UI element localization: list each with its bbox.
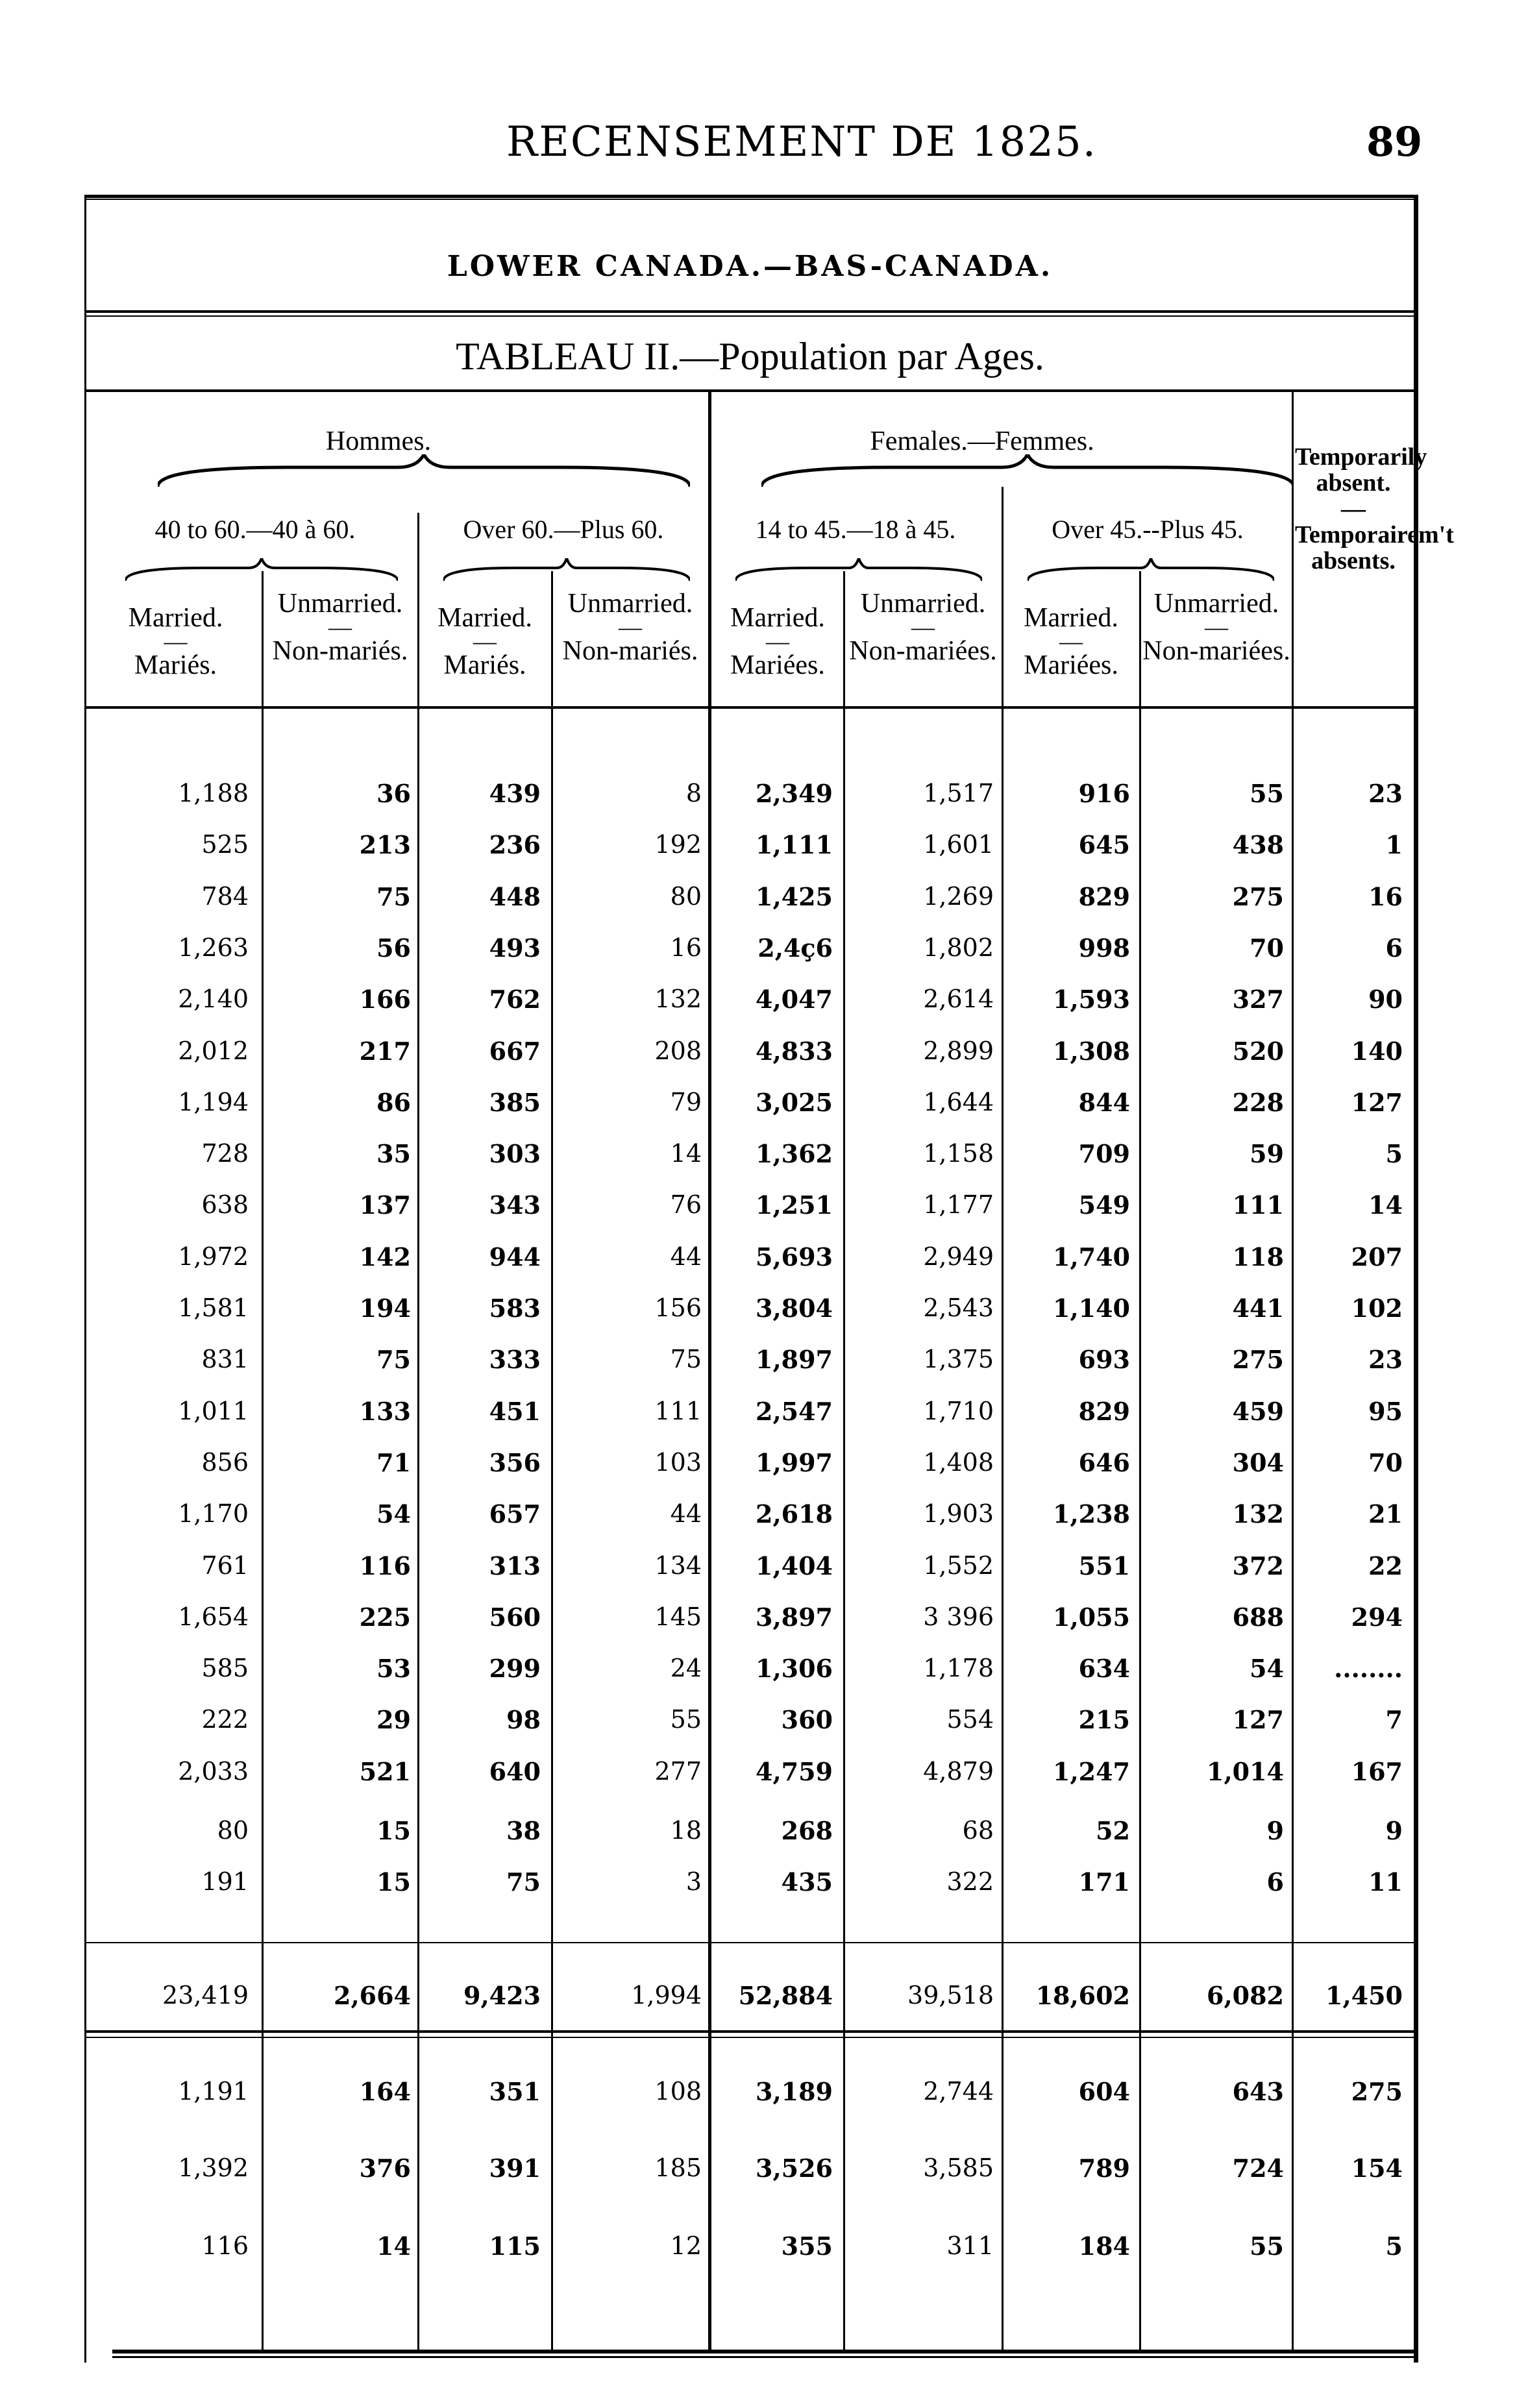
table-cell: 1,263 [178,933,249,962]
table-cell: 52 [1096,1816,1130,1845]
table-cell: 275 [1351,2077,1403,2106]
table-cell: 761 [201,1551,249,1580]
table-cell: 1,601 [923,830,994,859]
table-cell: 11 [1368,1867,1403,1897]
table-cell: 709 [1078,1139,1130,1168]
table-cell: 1,269 [923,882,994,911]
table-cell: 38 [506,1816,541,1845]
table-cell: 1 [1385,830,1403,859]
table-cell: 90 [1368,985,1403,1014]
table-cell: 137 [359,1190,411,1220]
table-cell: 12 [670,2231,702,2260]
table-cell: 2,033 [178,1757,249,1786]
table-cell: 1,710 [923,1397,994,1425]
total-cell: 39,518 [907,1981,994,2009]
table-cell: 1,140 [1053,1294,1130,1323]
table-cell: 327 [1232,985,1284,1014]
table-cell: 1,111 [756,830,833,859]
table-cell: 1,408 [923,1448,994,1477]
table-cell: 294 [1351,1603,1403,1632]
region-title: LOWER CANADA.—BAS-CANADA. [447,250,1053,283]
table-cell: 70 [1250,933,1284,963]
table-cell: 844 [1078,1088,1130,1117]
table-cell: 385 [489,1088,541,1117]
table-cell: 217 [359,1037,411,1066]
table-cell: 75 [506,1867,541,1897]
table-cell: 998 [1078,933,1130,963]
table-cell: 76 [670,1190,702,1219]
table-cell: 2,140 [178,985,249,1013]
table-cell: 6 [1266,1867,1284,1897]
pre-total-rule [86,1942,1414,1943]
table-cell: 127 [1351,1088,1403,1117]
table-cell: 604 [1078,2077,1130,2106]
table-cell: 438 [1232,830,1284,859]
table-cell: 1,011 [178,1397,249,1425]
table-cell: 356 [489,1448,541,1477]
table-cell: 15 [376,1867,411,1897]
table-cell: 56 [376,933,411,963]
table-cell: 55 [670,1705,702,1734]
table-cell: 1,581 [178,1294,249,1322]
col-header-6: Unmarried. — Non-mariées. [849,589,997,666]
table-cell: 376 [359,2154,411,2183]
table-cell: 156 [654,1294,702,1322]
table-cell: 560 [489,1603,541,1632]
table-cell: 55 [1250,2231,1284,2261]
table-cell: 4,759 [756,1757,833,1786]
table-cell: 634 [1078,1654,1130,1683]
table-cell: 4,047 [756,985,833,1014]
table-cell: 54 [376,1499,411,1529]
table-cell: 7 [1385,1705,1403,1734]
table-cell: 103 [654,1448,702,1477]
table-cell: 448 [489,882,541,911]
table-cell: 5 [1385,2231,1403,2261]
table-cell: 916 [1078,779,1130,808]
table-cell: 71 [376,1448,411,1477]
table-cell: 1,593 [1053,985,1130,1014]
table-cell: 493 [489,933,541,963]
brace-hommes [158,454,690,493]
table-cell: 583 [489,1294,541,1323]
total-cell: 18,602 [1035,1981,1130,2010]
table-cell: 1,247 [1053,1757,1130,1786]
table-cell: 275 [1232,1345,1284,1374]
table-cell: 2,543 [923,1294,994,1322]
col-header-8: Unmarried. — Non-mariées. [1142,589,1290,666]
table-cell: 108 [654,2077,702,2106]
table-cell: 2,899 [923,1037,994,1065]
table-cell: 134 [654,1551,702,1580]
bottom-rule [112,2350,1417,2353]
table-cell: 116 [359,1551,411,1580]
table-cell: 44 [670,1242,702,1271]
table-cell: 554 [946,1705,994,1734]
header-rule [86,706,1414,709]
page-number: 89 [1366,118,1423,166]
table-cell: 1,740 [1053,1242,1130,1272]
table-cell: 21 [1368,1499,1403,1529]
table-cell: 22 [1368,1551,1403,1580]
table-cell: 6 [1385,933,1403,963]
table-cell: 1,177 [923,1190,994,1219]
table-cell: 3,189 [756,2077,833,2106]
table-cell: 645 [1078,830,1130,859]
table-cell: 3,585 [923,2154,994,2182]
table-cell: 111 [1232,1190,1284,1220]
col-header-3: Married. — Mariés. [437,603,532,680]
census-table [84,195,1454,2363]
table-cell: 585 [201,1654,249,1682]
table-cell: 643 [1232,2077,1284,2106]
table-cell: 95 [1368,1397,1403,1426]
brace-sub-1 [125,558,398,584]
table-cell: 222 [201,1705,249,1734]
table-cell: 856 [201,1448,249,1477]
table-cell: 525 [201,830,249,859]
table-cell: 275 [1232,882,1284,911]
table-cell: 207 [1351,1242,1403,1272]
table-cell: 1,238 [1053,1499,1130,1529]
col-header-5: Married. — Mariées. [730,603,825,680]
table-cell: 360 [781,1705,833,1734]
table-cell: 1,644 [923,1088,994,1116]
table-cell: 5 [1385,1139,1403,1168]
group-hommes: Hommes. [325,426,432,456]
total-rule-thin [86,2037,1414,2038]
table-cell: 215 [1078,1705,1130,1734]
table-cell: 1,158 [923,1139,994,1168]
region-rule-thin [84,315,1418,317]
table-cell: 1,392 [178,2154,249,2182]
table-cell: 23 [1368,1345,1403,1374]
table-cell: 1,188 [178,779,249,807]
table-cell: 79 [670,1088,702,1116]
table-cell: 1,897 [756,1345,833,1374]
table-cell: 75 [670,1345,702,1373]
table-cell: 343 [489,1190,541,1220]
running-title: RECENSEMENT DE 1825. [506,118,1098,166]
table-cell: 8 [685,779,702,807]
table-cell: 657 [489,1499,541,1529]
table-cell: 154 [1351,2154,1403,2183]
table-cell: ........ [1334,1654,1403,1683]
col-header-1: Married. — Mariés. [128,603,223,680]
table-cell: 303 [489,1139,541,1168]
table-cell: 1,170 [178,1499,249,1528]
table-cell: 693 [1078,1345,1130,1374]
table-cell: 268 [781,1816,833,1845]
brace-sub-4 [1028,558,1274,584]
top-rule-thin [84,199,1418,200]
table-cell: 185 [654,2154,702,2182]
table-cell: 762 [489,985,541,1014]
table-cell: 9 [1266,1816,1284,1845]
table-cell: 2,614 [923,985,994,1013]
group-femmes: Females.—Femmes. [870,426,1094,456]
table-cell: 3,025 [756,1088,833,1117]
table-cell: 166 [359,985,411,1014]
table-cell: 68 [962,1816,994,1845]
table-cell: 333 [489,1345,541,1374]
table-cell: 36 [376,779,411,808]
table-cell: 728 [201,1139,249,1168]
table-cell: 1,654 [178,1603,249,1631]
table-cell: 1,178 [923,1654,994,1682]
table-cell: 59 [1250,1139,1284,1168]
table-cell: 521 [359,1757,411,1786]
table-cell: 18 [670,1816,702,1845]
page-header [0,118,1515,170]
table-cell: 304 [1232,1448,1284,1477]
table-cell: 2,4ç6 [758,933,833,963]
table-cell: 1,404 [756,1551,833,1580]
table-cell: 829 [1078,882,1130,911]
table-cell: 1,362 [756,1139,833,1168]
table-cell: 140 [1351,1037,1403,1066]
table-cell: 638 [201,1190,249,1219]
table-cell: 24 [670,1654,702,1682]
table-cell: 75 [376,882,411,911]
col-header-7: Married. — Mariées. [1024,603,1118,680]
table-cell: 2,012 [178,1037,249,1065]
total-rule [86,2030,1414,2033]
table-cell: 171 [1078,1867,1130,1897]
table-cell: 1,517 [923,779,994,807]
table-cell: 789 [1078,2154,1130,2183]
table-cell: 4,879 [923,1757,994,1786]
region-rule [84,310,1418,313]
table-cell: 191 [201,1867,249,1896]
table-cell: 228 [1232,1088,1284,1117]
table-cell: 299 [489,1654,541,1683]
table-cell: 16 [670,933,702,962]
table-cell: 118 [1232,1242,1284,1272]
table-cell: 15 [376,1816,411,1845]
total-cell: 2,664 [334,1981,411,2010]
table-cell: 14 [670,1139,702,1168]
subgroup-hommes-over-60: Over 60.—Plus 60. [463,515,664,544]
top-rule [84,195,1418,198]
table-cell: 167 [1351,1757,1403,1786]
table-cell: 1,308 [1053,1037,1130,1066]
table-cell: 54 [1250,1654,1284,1683]
title-rule [84,389,1418,392]
table-cell: 1,552 [923,1551,994,1580]
table-cell: 1,997 [756,1448,833,1477]
table-cell: 520 [1232,1037,1284,1066]
table-cell: 145 [654,1603,702,1631]
table-cell: 2,949 [923,1242,994,1271]
subgroup-femmes-14-45: 14 to 45.—18 à 45. [755,515,956,544]
table-cell: 14 [1368,1190,1403,1220]
table-cell: 829 [1078,1397,1130,1426]
brace-femmes [761,454,1294,493]
table-cell: 29 [376,1705,411,1734]
table-cell: 391 [489,2154,541,2183]
table-cell: 1,014 [1207,1757,1284,1786]
table-cell: 132 [654,985,702,1013]
table-cell: 1,903 [923,1499,994,1528]
table-cell: 784 [201,882,249,911]
table-cell: 14 [376,2231,411,2261]
table-cell: 551 [1078,1551,1130,1580]
total-cell: 1,994 [631,1981,702,2009]
table-cell: 86 [376,1088,411,1117]
table-cell: 3 [685,1867,702,1896]
table-cell: 1,425 [756,882,833,911]
table-cell: 1,194 [178,1088,249,1116]
brace-sub-3 [735,558,982,584]
table-cell: 9 [1385,1816,1403,1845]
table-cell: 192 [654,830,702,859]
table-cell: 142 [359,1242,411,1272]
table-cell: 451 [489,1397,541,1426]
table-cell: 16 [1368,882,1403,911]
col-header-absent: Temporarily absent. — Temporairem't absents. [1295,443,1454,574]
table-cell: 1,055 [1053,1603,1130,1632]
table-cell: 80 [670,882,702,911]
table-cell: 944 [489,1242,541,1272]
table-cell: 3,897 [756,1603,833,1632]
table-cell: 1,375 [923,1345,994,1373]
table-cell: 439 [489,779,541,808]
table-cell: 459 [1232,1397,1284,1426]
table-cell: 1,802 [923,933,994,962]
table-cell: 646 [1078,1448,1130,1477]
table-cell: 640 [489,1757,541,1786]
table-cell: 116 [201,2231,249,2260]
brace-sub-2 [443,558,690,584]
subgroup-femmes-over-45: Over 45.--Plus 45. [1052,515,1244,544]
table-cell: 1,191 [178,2077,249,2106]
col-header-4: Unmarried. — Non-mariés. [562,589,698,666]
table-cell: 277 [654,1757,702,1786]
table-cell: 3,804 [756,1294,833,1323]
subgroup-hommes-40-60: 40 to 60.—40 à 60. [154,515,356,544]
table-cell: 2,744 [923,2077,994,2106]
total-cell: 23,419 [162,1981,249,2009]
table-cell: 441 [1232,1294,1284,1323]
table-cell: 236 [489,830,541,859]
table-cell: 80 [217,1816,249,1845]
table-cell: 102 [1351,1294,1403,1323]
table-cell: 351 [489,2077,541,2106]
total-cell: 6,082 [1207,1981,1284,2010]
table-cell: 3 396 [923,1603,994,1631]
table-cell: 667 [489,1037,541,1066]
table-cell: 311 [946,2231,994,2260]
total-cell: 9,423 [463,1981,541,2010]
table-cell: 75 [376,1345,411,1374]
table-cell: 35 [376,1139,411,1168]
table-cell: 2,349 [756,779,833,808]
table-cell: 208 [654,1037,702,1065]
table-cell: 3,526 [756,2154,833,2183]
table-cell: 1,306 [756,1654,833,1683]
table-cell: 53 [376,1654,411,1683]
table-cell: 724 [1232,2154,1284,2183]
table-cell: 44 [670,1499,702,1528]
table-cell: 70 [1368,1448,1403,1477]
table-cell: 2,547 [756,1397,833,1426]
table-cell: 1,251 [756,1190,833,1220]
table-cell: 111 [654,1397,702,1425]
table-cell: 549 [1078,1190,1130,1220]
table-cell: 355 [781,2231,833,2261]
bottom-rule-thin [112,2356,1417,2358]
table-cell: 831 [201,1345,249,1373]
table-cell: 115 [489,2231,541,2261]
table-cell: 194 [359,1294,411,1323]
table-cell: 1,972 [178,1242,249,1271]
table-cell: 184 [1078,2231,1130,2261]
table-cell: 313 [489,1551,541,1580]
col-header-2: Unmarried. — Non-mariés. [272,589,408,666]
table-cell: 2,618 [756,1499,833,1529]
table-cell: 225 [359,1603,411,1632]
table-cell: 55 [1250,779,1284,808]
table-title: TABLEAU II.—Population par Ages. [456,335,1044,378]
table-cell: 133 [359,1397,411,1426]
table-cell: 213 [359,830,411,859]
table-cell: 322 [946,1867,994,1896]
table-cell: 4,833 [756,1037,833,1066]
table-cell: 132 [1232,1499,1284,1529]
table-cell: 5,693 [756,1242,833,1272]
total-cell: 1,450 [1325,1981,1403,2010]
table-cell: 98 [506,1705,541,1734]
table-cell: 372 [1232,1551,1284,1580]
table-cell: 23 [1368,779,1403,808]
table-cell: 127 [1232,1705,1284,1734]
table-cell: 435 [781,1867,833,1897]
table-cell: 688 [1232,1603,1284,1632]
table-cell: 164 [359,2077,411,2106]
total-cell: 52,884 [738,1981,833,2010]
